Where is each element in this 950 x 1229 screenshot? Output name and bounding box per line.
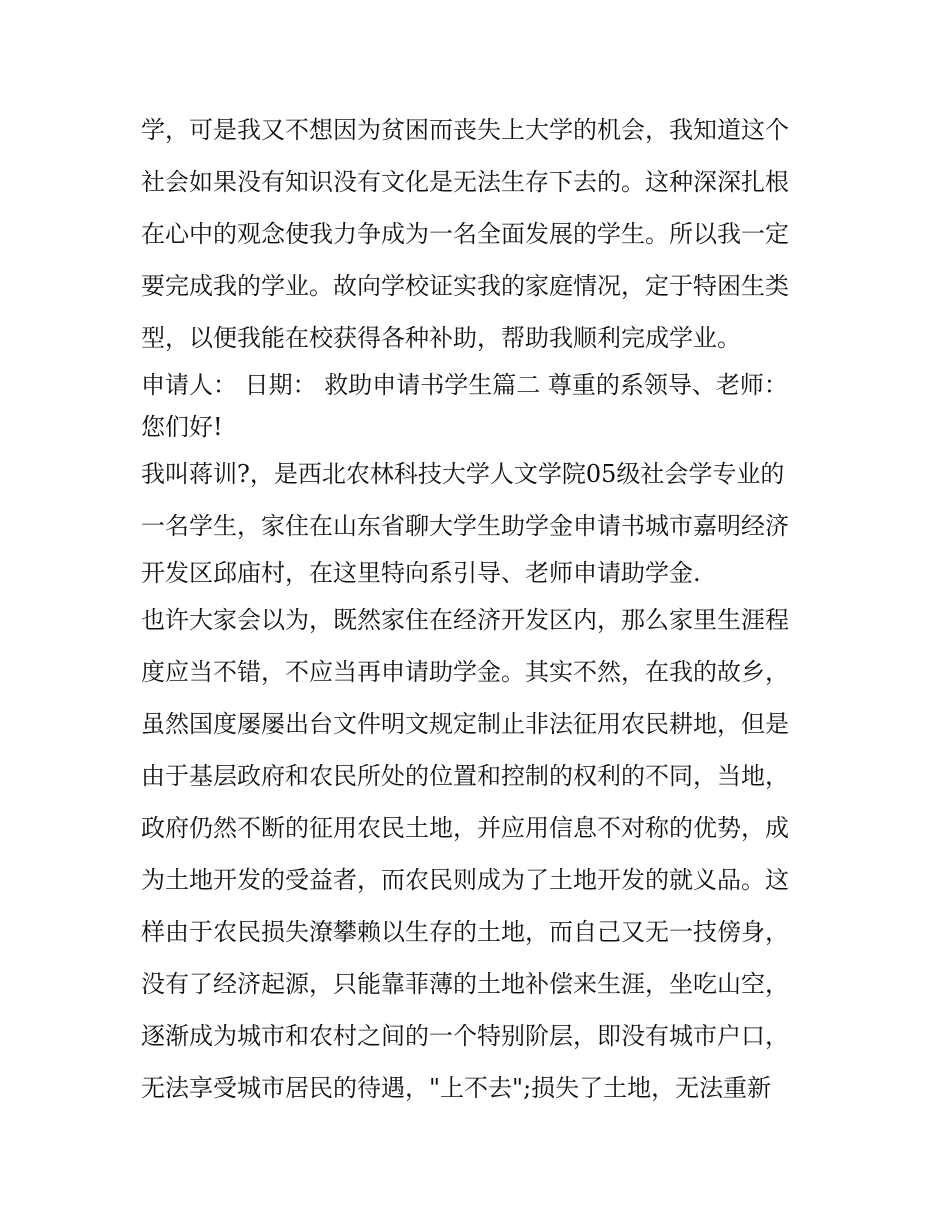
text-line: 政府仍然不断的征用农民土地，并应用信息不对称的优势，成 [141,814,789,842]
text-line: 社会如果没有知识没有文化是无法生存下去的。这种深深扎根 [141,168,789,196]
text-line: 由于基层政府和农民所处的位置和控制的权利的不同，当地， [141,762,789,790]
text-line: 为土地开发的受益者，而农民则成为了土地开发的就义品。这 [141,866,789,894]
text-line: 我叫蒋训?，是西北农林科技大学人文学院05级社会学专业的 [141,460,785,488]
text-line: 逐渐成为城市和农村之间的一个特别阶层，即没有城市户口， [141,1022,789,1050]
text-line: 型，以便我能在校获得各种补助，帮助我顺利完成学业。 [141,324,741,352]
text-line: 虽然国度屡屡出台文件明文规定制止非法征用农民耕地，但是 [141,710,789,738]
text-line: 在心中的观念使我力争成为一名全面发展的学生。所以我一定 [141,220,789,248]
text-line: 学，可是我又不想因为贫困而丧失上大学的机会，我知道这个 [141,116,789,144]
text-line: 申请人： 日期： 救助申请书学生篇二 尊重的系领导、老师： [141,371,788,399]
text-line: 您们好! [141,413,223,441]
text-line: 也许大家会以为，既然家住在经济开发区内，那么家里生涯程 [141,606,789,634]
text-line: 没有了经济起源，只能靠菲薄的土地补偿来生涯，坐吃山空， [141,970,789,998]
text-line: 开发区邱庙村，在这里特向系引导、老师申请助学金. [141,559,701,587]
text-line: 无法享受城市居民的待遇，"上不去";损失了土地，无法重新 [141,1074,772,1102]
text-line: 要完成我的学业。故向学校证实我的家庭情况，定于特困生类 [141,272,789,300]
text-line: 样由于农民损失潦攀赖以生存的土地，而自己又无一技傍身， [141,918,789,946]
body-text [141,104,821,1114]
text-line: 度应当不错，不应当再申请助学金。其实不然，在我的故乡， [141,658,789,686]
text-line: 一名学生，家住在山东省聊大学生助学金申请书城市嘉明经济 [141,512,789,540]
